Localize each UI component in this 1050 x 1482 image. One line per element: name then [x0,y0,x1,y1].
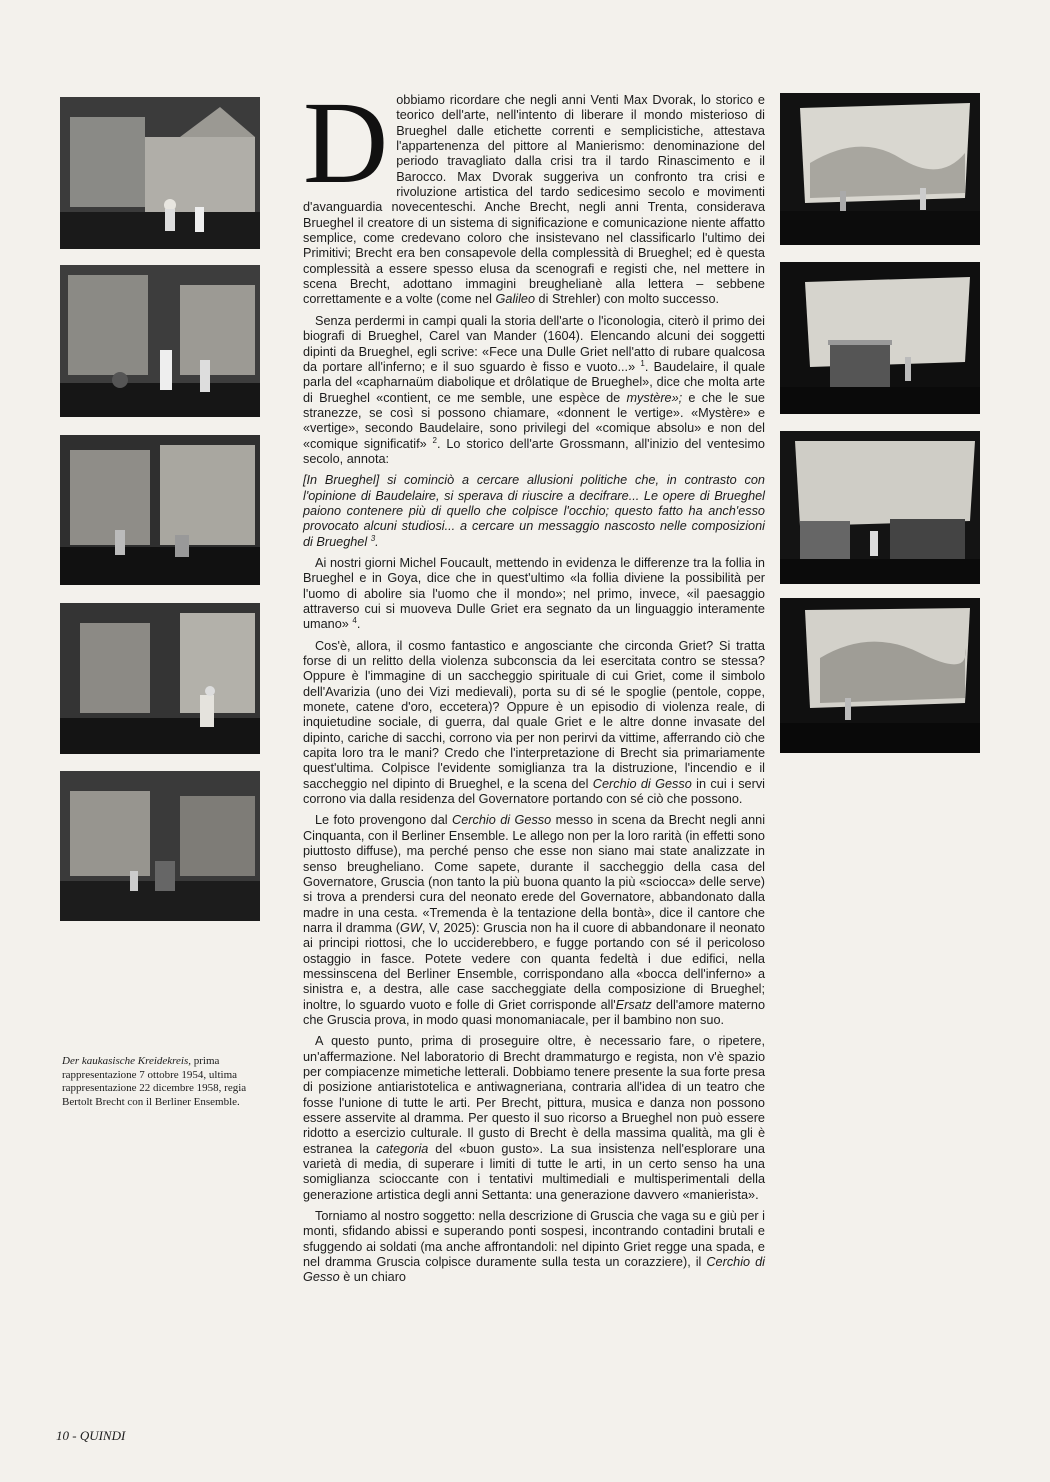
paragraph-5: Le foto provengono dal Cerchio di Gesso messo in scena da Brecht negli anni Cinquanta, con il Berliner Ensemble. Le allego non per la loro rarità (in effetti sono piuttosto diffuse), ma perché penso che esse non siano mai state analizzate in senso breugheliano. Come sapete, durante il saccheggio della casa del Governatore, Gruscia (non tanto la più buona quanto la più «sciocca» delle serve) si trova a prendersi cura del neonato erede del Governatore, abbandonato dalla madre in una cesta. «Tremenda è la tentazione della bontà», dice il cantore che narra il dramma (GW, V, 2025): Gruscia non ha il cuore di abbandonare il neonato ai principi riottosi, che lo ucciderebbero, e fugge portando con sé il pericoloso ostaggio in fasce. Potete vedere con quanta fedeltà i due edifici, nella messinscena del Berliner Ensemble, corrispondano alla «bocca dell'inferno» a sinistra e, a destra, alle case saccheggiate della composizione di Brueghel; inoltre, lo sguardo vuoto e folle di Griet corrisponde all'Ersatz dell'amore materno che Gruscia prova, in modo quasi monomaniacale, per il bambino non suo. [303,813,766,1027]
stage-photo-right-4 [780,598,980,753]
article-body [303,77,766,1292]
stage-photo-left-3 [60,435,260,585]
page-folio: 10 - QUINDI [56,1428,126,1443]
caption-text: prima rappresentazione 7 ottobre 1954, ultima rappresentazione 22 dicembre 1958, regia Bertolt Brecht con il Berliner Ensemble. [62,1055,247,1108]
paragraph-7: Torniamo al nostro soggetto: nella descrizione di Gruscia che vaga su e giù per i monti, sfidando abissi e superando ponti sospesi, incontrando contadini brutali e sfuggendo ai soldati (ma anche affrontandoli: nel dipinto Griet regge una spada, e nel dramma Gruscia colpisce duramente sulla testa un corazziere), il Cerchio di Gesso è un chiaro [303,1209,765,1285]
drop-cap: D [303,77,389,208]
stage-photo-left-4 [60,603,260,754]
paragraph-1: Dobbiamo ricordare che negli anni Venti Max Dvorak, lo storico e teorico dell'arte, nell'intento di liberare il mondo misterioso di Brueghel dalle etichette correnti e semplicistiche, attestava l'appartenenza del pittore al Manierismo: denominazione del periodo travagliato dalla crisi tra il tardo Rinascimento e il Barocco. Max Dvorak suggeriva un confronto tra crisi e rivoluzione artistica del tardo sedicesimo secolo e movimenti d'avanguardia novecenteschi. Anche Brecht, negli anni Trenta, considerava Brueghel il creatore di un sistema di significazione e comunicazione niente affatto semplice, come credevano coloro che insistevano nel classificarlo l'ultimo dei Primitivi; Brecht era ben consapevole della complessità di Brueghel; ed è questa complessità a essere spesso elusa da scenografi e registi che, nel mettere in scena Brecht, adottano immagini breughelianè alla lettera – sebbene correttamente e a volte (come nel Galileo di Strehler) con molto successo. [303,77,765,307]
stage-photo-left-5 [60,771,260,921]
stage-photo-left-1 [60,97,260,249]
stage-photo-right-3 [780,431,980,584]
paragraph-4: Cos'è, allora, il cosmo fantastico e angosciante che circonda Griet? Si tratta forse di un relitto della violenza subconscia da lei esercitata contro se stessa? Oppure è l'immagine di un saccheggio spirituale di cui Griet, come il simbolo dell'Avarizia (uno dei Vizi medievali), porta su di sé le spoglie (pentole, coppe, monete, catene d'oro, eccetera)? Oppure è un episodio di violenza reale, di inquietudine sociale, di guerra, dal quale Griet e le altre donne invasate del dipinto, cariche di sacchi, corrono via per non perirvi da vittime, afferrando ciò che capita loro tra le mani? Credo che l'interpretazione di Brecht sia primariamente quest'ultima. Colpisce l'evidente somiglianza tra la distruzione, l'incendio e il saccheggio nel dipinto di Brueghel, e la scena del Cerchio di Gesso in cui i servi corrono via dalla residenza del Governatore portando con sé ciò che possono. [303,638,765,807]
photo-caption [62,1055,272,1109]
paragraph-2: Senza perdermi in campi quali la storia dell'arte o l'iconologia, citerò il primo dei biografi di Brueghel, Carel van Mander (1604). Elencando alcuni dei soggetti dipinti da Brueghel, egli scrive: «Fece una Dulle Griet nell'atto di rubare qualcosa da portare all'inferno; e il suo sguardo è fisso e vuoto...» $^1$. Baudelaire, il quale parla del «capharnaüm diabolique et drôlatique de Brueghel», dice che molta arte di Brueghel «contient, ce me semble, une espèce de mystère»; e che le sue stranezze, se così si possono chiamare, «donnent le vertige». «Mystère» e «vertige», secondo Baudelaire, sono privilegi del «comique absolu» e non del «comique significatif» $^2$. Lo storico dell'arte Grossmann, all'inizio del ventesimo secolo, annota: [303,313,766,466]
paragraph-6: A questo punto, prima di proseguire oltre, è necessario fare, o ripetere, un'affermazione. Nel laboratorio di Brecht drammaturgo e regista, non v'è spazio per compiacenze mimetiche letterali. Dobbiamo tenere presente la sua forte presa di posizione antiaristotelica e antiwagneriana, contraria all'idea di un teatro che fosse l'unione di tutte le arti. Per Brecht, pittura, musica e danza non possono essere asservite al dramma. Per questo il suo ricorso a Brueghel non può essere ridotto a esercizio culturale. Il gusto di Brecht è della massima qualità, ma gli è estranea la categoria del «buon gusto». La sua insistenza nell'esplorare una varietà di media, di superare i limiti di tutte le arti, in un certo senso ha una somiglianza sciocсante con i tentativi multimediali e multisperimentali della generazione artistica degli anni Settanta: una generazione davvero «manierista». [303,1034,765,1202]
block-quote: [In Brueghel] si cominciò a cercare allusioni politiche che, in contrasto con l'opinione di Baudelaire, si sperava di riuscire a decifrare... Le opere di Brueghel paiono contenere più di quello che colpisce l'occhio; questo fatto ha anch'esso provocato alcuni studiosi... a cercare un messaggio nascosto nelle composizioni di Brueghel $^3$. [303,473,765,549]
caption-title: Der kaukasische Kreidekreis, [62,1055,192,1067]
stage-photo-right-1 [780,93,980,245]
stage-photo-left-2 [60,265,260,417]
paragraph-3: Ai nostri giorni Michel Foucault, mettendo in evidenza le differenze tra la follia in Brueghel e in Goya, dice che in quest'ultimo «la follia diviene la possibilità per l'uomo di abolire sia l'uomo che il mondo»; nel primo, invece, «il paesaggio attraverso cui si muoveva Dulle Griet era segnato da un linguaggio interamente umano» $^4$. [303,555,765,632]
stage-photo-right-2 [780,262,980,414]
